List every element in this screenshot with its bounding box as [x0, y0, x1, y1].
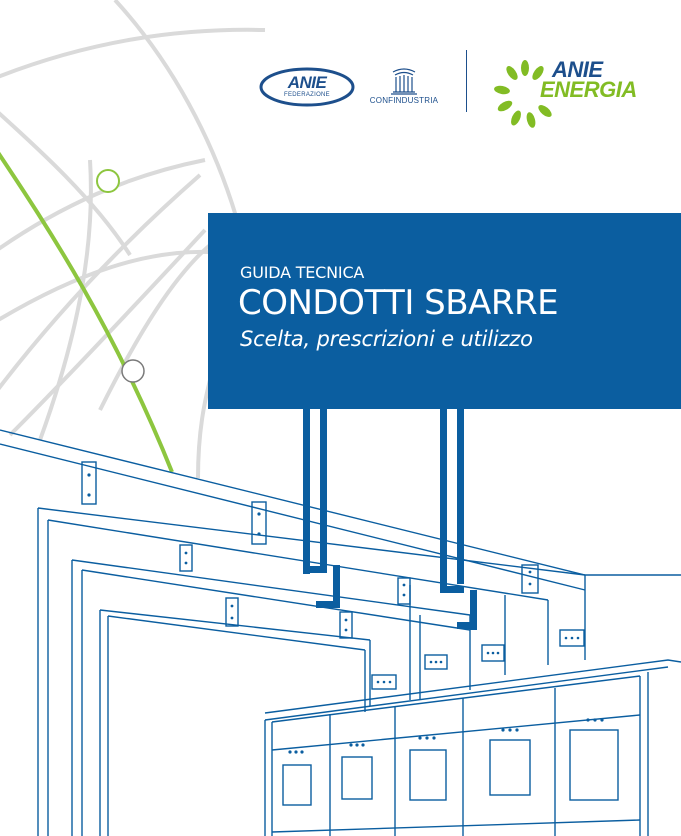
- confindustria-emblem-icon: [362, 66, 446, 96]
- guide-kicker: GUIDA TECNICA: [240, 263, 365, 282]
- grid-node-1: [97, 170, 119, 192]
- anie-federazione-sub: FEDERAZIONE: [284, 92, 330, 98]
- anie-energia-line1: ANIE: [552, 57, 603, 82]
- logo-separator: [466, 50, 467, 112]
- confindustria-name: CONFINDUSTRIA: [369, 96, 439, 105]
- anie-federazione-name: ANIE: [287, 73, 327, 92]
- logo-bar: [0, 0, 681, 140]
- anie-federazione-logo: [259, 67, 355, 107]
- hanging-busbars: [303, 409, 477, 630]
- anie-energia-line2: ENERGIA: [540, 77, 637, 102]
- document-title: CONDOTTI SBARRE: [238, 283, 559, 323]
- busbar-line-art: [0, 430, 681, 836]
- confindustria-logo: [362, 66, 446, 111]
- grid-node-2: [122, 360, 144, 382]
- document-subtitle: Scelta, prescrizioni e utilizzo: [240, 327, 533, 351]
- title-box: [208, 213, 681, 409]
- anie-energia-logo: [490, 56, 637, 136]
